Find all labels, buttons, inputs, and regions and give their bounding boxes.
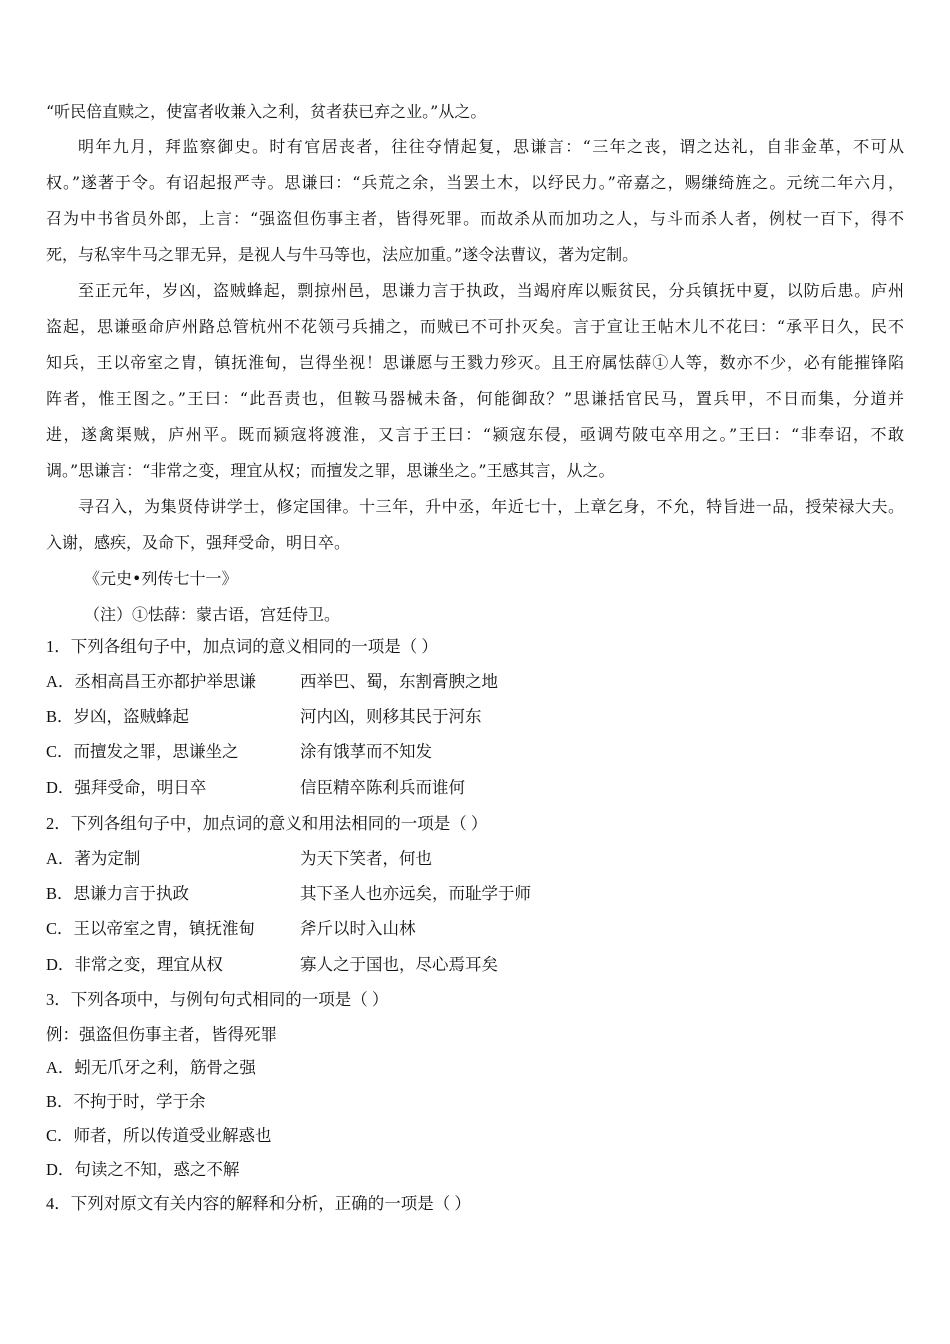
- q3-example: 例：强盗但伤事主者，皆得死罪: [46, 1025, 277, 1044]
- passage-line: 盗起，思谦亟命庐州路总管杭州不花领弓兵捕之，而贼已不可扑灭矣。言于宣让王帖木儿不花曰：“承平日久，民不: [46, 317, 904, 336]
- q3-option-c[interactable]: C．师者，所以传道受业解惑也: [46, 1126, 272, 1145]
- question-1-stem: 1．下列各组句子中，加点词的意义相同的一项是（ ）: [46, 637, 438, 656]
- q2-option-b[interactable]: B．思谦力言于执政: [46, 884, 190, 903]
- passage-line: 死，与私宰牛马之罪无异，是视人与牛马等也，法应加重。”遂令法曹议，著为定制。: [46, 245, 639, 264]
- q1-option-c[interactable]: C．而擅发之罪，思谦坐之: [46, 742, 239, 761]
- q2-option-a-pair: 为天下笑者，何也: [300, 849, 432, 868]
- q1-option-a-pair: 西举巴、蜀，东割膏腴之地: [300, 672, 498, 691]
- q1-option-b[interactable]: B．岁凶，盗贼蜂起: [46, 707, 190, 726]
- q1-option-c-pair: 涂有饿莩而不知发: [300, 742, 432, 761]
- q3-option-a[interactable]: A．蚓无爪牙之利，筋骨之强: [46, 1058, 256, 1077]
- passage-line: 知兵，王以帝室之胄，镇抚淮甸，岂得坐视！思谦愿与王戮力殄灭。且王府属怯薛①人等，数亦不少，必有能摧锋陷: [46, 353, 904, 372]
- q3-option-b[interactable]: B．不拘于时，学于余: [46, 1092, 206, 1111]
- passage-line: 召为中书省员外郎，上言：“强盗但伤事主者，皆得死罪。而故杀从而加功之人，与斗而杀人者，例杖一百下，得不: [46, 209, 904, 228]
- annotation-note: （注）①怯薛：蒙古语，宫廷侍卫。: [84, 605, 341, 624]
- q3-option-d[interactable]: D．句读之不知，惑之不解: [46, 1160, 240, 1179]
- q1-option-d-pair: 信臣精卒陈利兵而谁何: [300, 778, 465, 797]
- question-4-stem: 4．下列对原文有关内容的解释和分析，正确的一项是（ ）: [46, 1194, 471, 1213]
- source-citation: 《元史•列传七十一》: [84, 569, 238, 588]
- question-3-stem: 3．下列各项中，与例句句式相同的一项是（ ）: [46, 990, 389, 1009]
- q1-option-d[interactable]: D．强拜受命，明日卒: [46, 778, 207, 797]
- q2-option-c[interactable]: C．王以帝室之胄，镇抚淮甸: [46, 919, 256, 938]
- q2-option-c-pair: 斧斤以时入山林: [300, 919, 416, 938]
- passage-line: 寻召入，为集贤侍讲学士，修定国律。十三年，升中丞，年近七十，上章乞身，不允，特旨进一品，授荣禄大夫。: [78, 497, 904, 516]
- q2-option-b-pair: 其下圣人也亦远矣，而耻学于师: [300, 884, 531, 903]
- passage-line: 阵者，惟王图之。”王曰：“此吾责也，但鞍马器械未备，何能御敌？”思谦括官民马，置兵甲，不日而集，分道并: [46, 389, 904, 408]
- passage-line: 入谢，感疾，及命下，强拜受命，明日卒。: [46, 533, 351, 552]
- passage-line: 至正元年，岁凶，盗贼蜂起，剽掠州邑，思谦力言于执政，当竭府库以赈贫民，分兵镇抚中夏，以防后患。庐州: [78, 281, 904, 300]
- passage-line: 调。”思谦言：“非常之变，理宜从权；而擅发之罪，思谦坐之。”王感其言，从之。: [46, 461, 615, 480]
- passage-line: 权。”遂著于令。有诏起报严寺。思谦曰：“兵荒之余，当罢土木，以纾民力。”帝嘉之，赐缣绮旌之。元统二年六月，: [46, 173, 904, 192]
- question-2-stem: 2．下列各组句子中，加点词的意义和用法相同的一项是（ ）: [46, 814, 488, 833]
- q2-option-d[interactable]: D．非常之变，理宜从权: [46, 955, 223, 974]
- passage-line: 进，遂禽渠贼，庐州平。既而颍寇将渡淮，又言于王曰：“颍寇东侵，亟调芍陂屯卒用之。”王曰：“非奉诏，不敢: [46, 425, 904, 444]
- passage-line: 明年九月，拜监察御史。时有官居丧者，往往夺情起复，思谦言：“三年之丧，谓之达礼，自非金革，不可从: [78, 137, 904, 156]
- q2-option-a[interactable]: A．著为定制: [46, 849, 141, 868]
- q1-option-b-pair: 河内凶，则移其民于河东: [300, 707, 482, 726]
- passage-line: “听民倍直赎之，使富者收兼入之利，贫者获已弃之业。”从之。: [46, 102, 487, 121]
- q1-option-a[interactable]: A．丞相高昌王亦都护举思谦: [46, 672, 256, 691]
- q2-option-d-pair: 寡人之于国也，尽心焉耳矣: [300, 955, 498, 974]
